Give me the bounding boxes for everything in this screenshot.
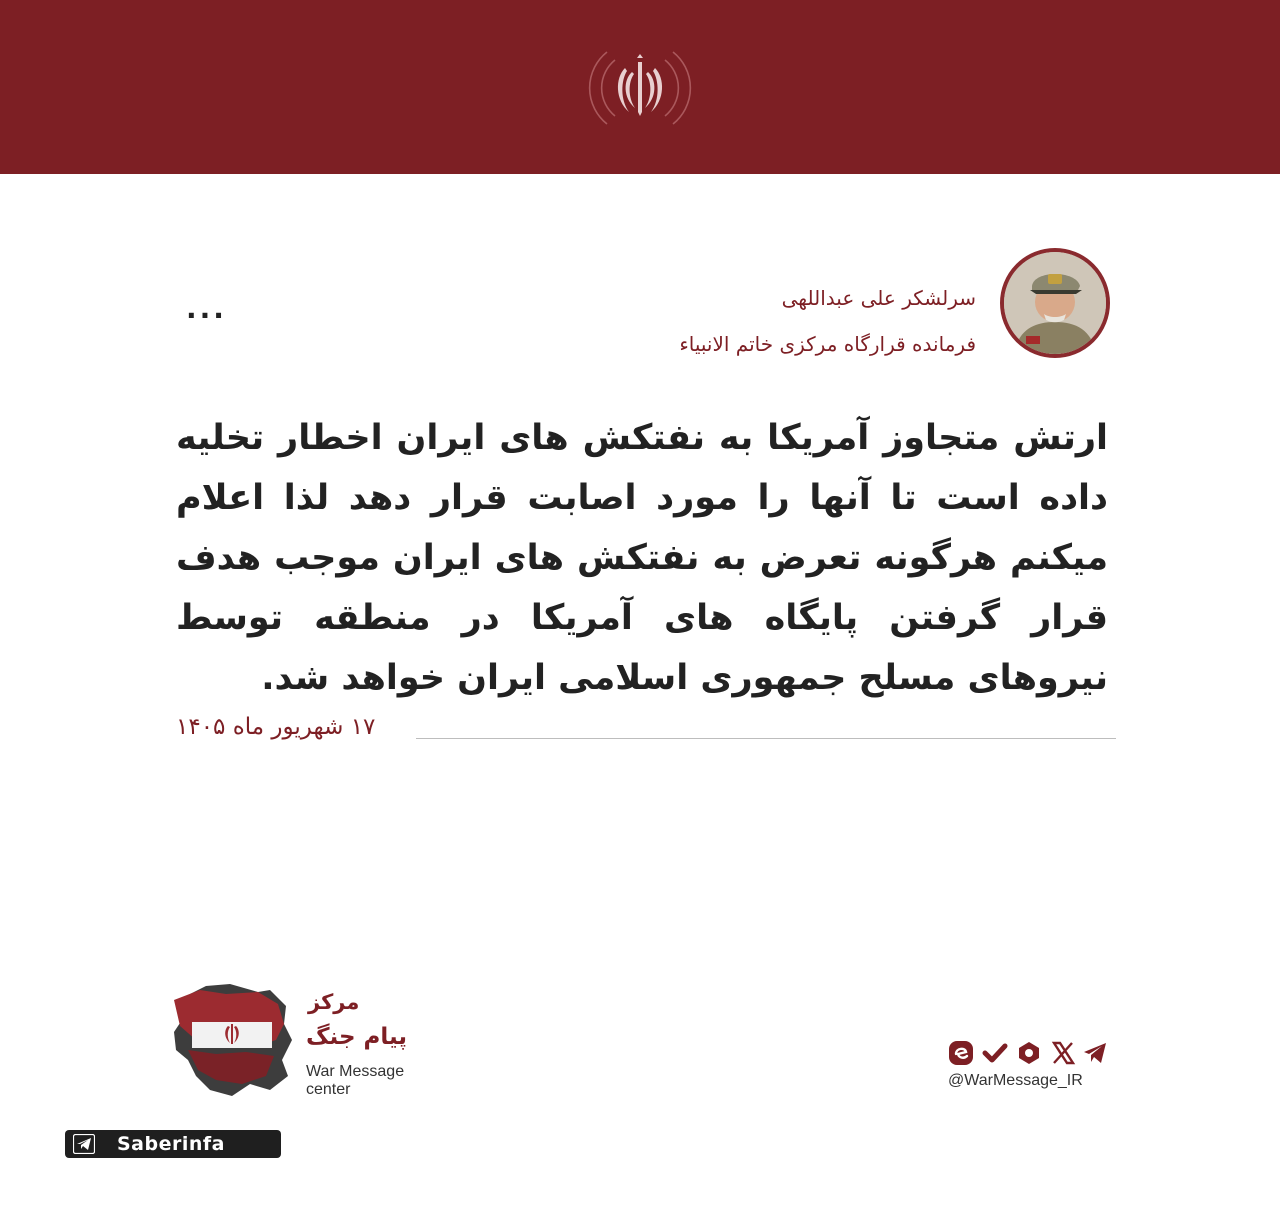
post-text: ارتش متجاوز آمریکا به نفتکش های ایران اخطار تخلیه داده است تا آنها را مورد اصابت قرار دهد لذا اعلام میکنم هرگونه تعرض به نفتکش های ایران موجب هدف قرار گرفتن پایگاه های آمریکا در منطقه توسط نیروهای مسلح جمهوری اسلامی ایران خواهد شد. [176,418,1108,698]
date-row [176,712,1116,752]
social-icons [948,1040,1108,1068]
telegram-icon[interactable] [1082,1040,1108,1066]
author-avatar [1000,248,1110,358]
author-block [110,248,1110,378]
author-name: سرلشکر علی عبداللهی [781,286,976,310]
brand-english-line1: War Message [306,1063,405,1080]
brand-english-line2: center [306,1081,351,1098]
check-icon[interactable] [982,1040,1008,1066]
x-icon[interactable] [1050,1040,1076,1066]
rubika-icon[interactable] [1016,1040,1042,1066]
eitaa-icon[interactable] [948,1040,974,1066]
watermark-label: Saberinfa [117,1133,225,1155]
divider [416,738,1116,739]
iran-map-logo [166,980,296,1100]
social-handle[interactable]: @WarMessage_IR [948,1072,1083,1089]
brand-title-line2: پیام جنگ [306,1024,408,1050]
header-banner [0,0,1280,174]
iran-emblem-icon [585,38,695,138]
telegram-icon [73,1134,95,1154]
watermark-badge [65,1130,281,1158]
more-options-button[interactable]: ... [186,292,227,325]
author-role: فرمانده قرارگاه مرکزی خاتم الانبیاء [679,332,976,356]
brand-title-line1: مرکز [308,990,360,1014]
post-date: ۱۷ شهریور ماه ۱۴۰۵ [176,714,376,740]
